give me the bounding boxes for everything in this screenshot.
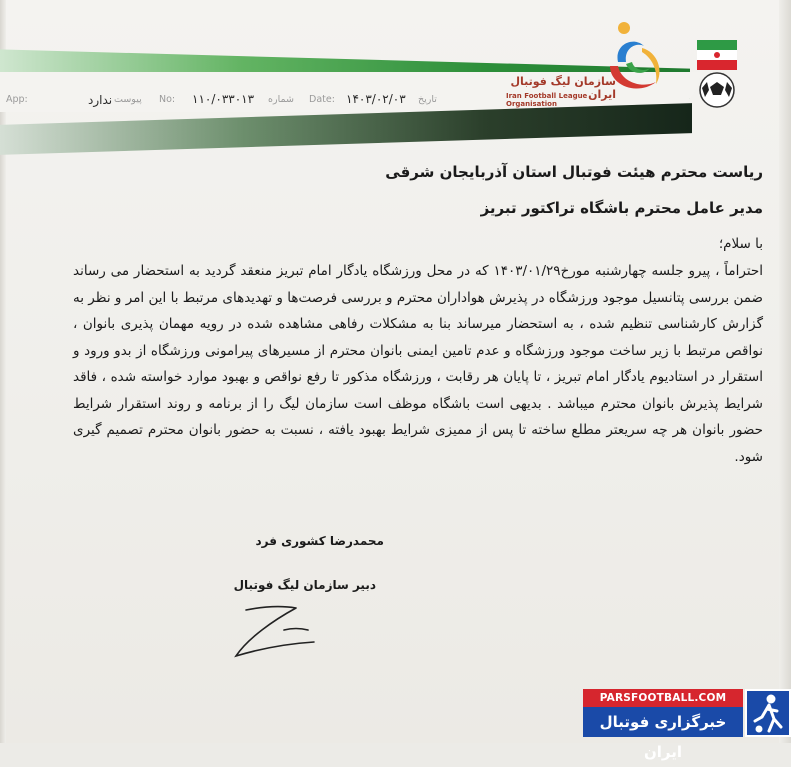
signature-mark bbox=[226, 600, 336, 662]
attachment-value: ندارد bbox=[88, 93, 113, 107]
attachment-label-en: App: bbox=[6, 94, 28, 105]
player-silhouette-icon bbox=[745, 689, 791, 737]
federation-emblem-icon bbox=[694, 38, 740, 110]
organization-name-en: Iran Football League Organisation bbox=[506, 92, 588, 108]
scan-edge-right bbox=[779, 0, 791, 743]
organization-name-fa: سازمان لیگ فوتبال ایران bbox=[510, 75, 616, 101]
signer-name: محمدرضا کشوری فرد bbox=[255, 534, 384, 548]
attachment-label-fa: پیوست bbox=[114, 94, 142, 105]
number-label-fa: شماره bbox=[268, 94, 294, 105]
date-label-en: Date: bbox=[309, 94, 335, 105]
recipient-line-2: مدیر عامل محترم باشگاه تراکتور تبریز bbox=[480, 199, 763, 217]
letter-body: احتراماً ، پیرو جلسه چهارشنبه مورخ۱۴۰۳/۰۱/۲۹ که در محل ورزشگاه یادگار امام تبریز منعقد گردید به استحضار می رساند ضمن بررسی پتانسیل موجود ورزشگاه در پذیرش هواداران محترم و بررسی فرصت‌ها و تهدیدهای مرتبط با این امر و نظر به گزارش کارشناسی تنظیم شده ، به استحضار میرساند بنا به مشکلات رفاهی مشاهده شده در رویه مهمان پذیری بانوان ، نواقص مرتبط با زیر ساخت موجود ورزشگاه و عدم تامین ایمنی بانوان محترم از مسیرهای پیرامونی ورزشگاه از بدو ورود و استقرار در استادیوم یادگار امام تبریز ، تا پایان هر رقابت ، ورزشگاه مذکور تا رفع نواقص و بهبود موارد خواسته شده ، فاقد شرایط پذیرش بانوان محترم میباشد . بدیهی است باشگاه موظف است سازمان لیگ را از برنامه و روند استقرار شرایط حضور بانوان هر چه سریعتر مطلع ساخته تا پس از ممیزی شرایط بهبود یافته ، نسبت به حضور بانوان محترم تصمیم گیری شود. bbox=[73, 263, 764, 465]
signer-title: دبیر سازمان لیگ فوتبال bbox=[233, 578, 376, 592]
number-value: ۱۱۰/۰۳۳۰۱۳ bbox=[192, 92, 255, 106]
watermark-site: PARSFOOTBALL.COM bbox=[583, 689, 743, 707]
watermark-name: خبرگزاری فوتبال ایران bbox=[583, 707, 743, 737]
reference-row bbox=[6, 93, 436, 109]
parsfootball-watermark bbox=[583, 689, 791, 761]
number-label-en: No: bbox=[159, 94, 176, 105]
date-value: ۱۴۰۳/۰۲/۰۳ bbox=[346, 92, 406, 106]
recipient-line-1: ریاست محترم هیئت فوتبال استان آذربایجان شرقی bbox=[385, 163, 763, 181]
greeting: با سلام؛ bbox=[718, 236, 763, 252]
date-label-fa: تاریخ bbox=[418, 94, 437, 105]
